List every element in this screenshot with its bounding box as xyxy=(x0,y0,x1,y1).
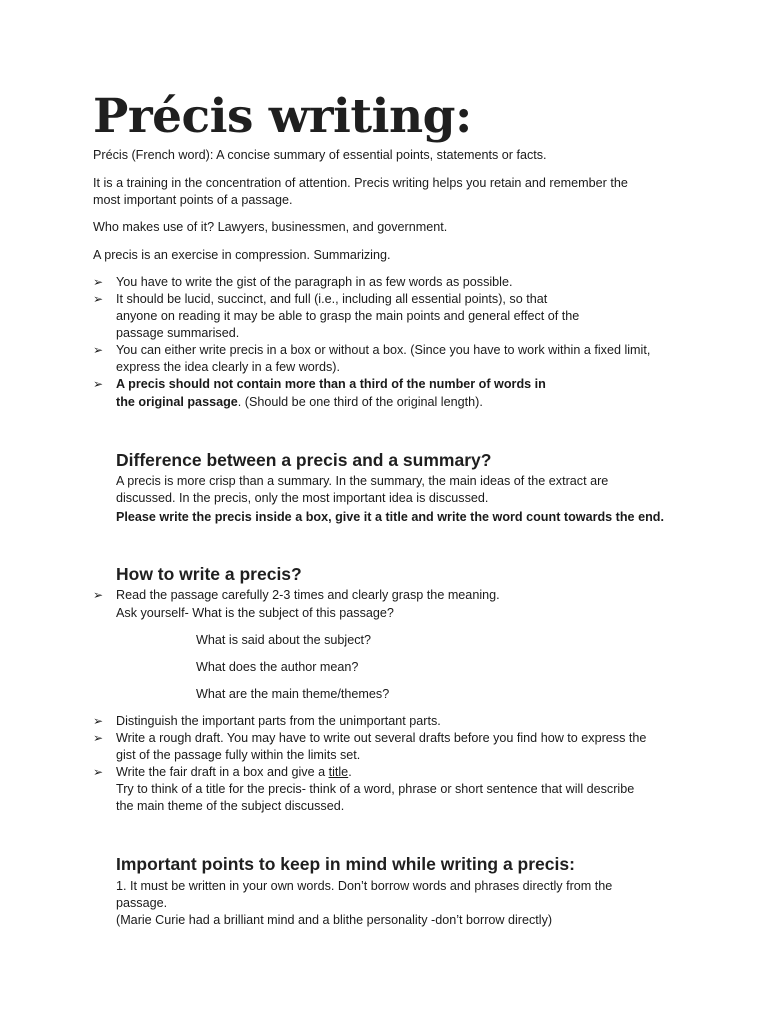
important-points-paragraph xyxy=(116,878,686,929)
arrowhead-bullet-icon: ➢ xyxy=(93,343,104,357)
arrowhead-bullet-icon: ➢ xyxy=(93,588,104,602)
bullet-text: the main theme of the subject discussed. xyxy=(116,799,345,813)
list-item xyxy=(93,291,693,342)
bullet-text: Write the fair draft in a box and give a xyxy=(116,765,329,779)
bullet-text: express the idea clearly in a few words). xyxy=(116,360,340,374)
question-author: What does the author mean? xyxy=(196,660,359,674)
compression-text: A precis is an exercise in compression. Summarizing. xyxy=(93,248,391,262)
list-item xyxy=(93,376,693,411)
bullet-text: gist of the passage fully within the limits set. xyxy=(116,748,361,762)
bullet-text: Read the passage carefully 2-3 times and clearly grasp the meaning. xyxy=(116,588,500,602)
training-line-1: It is a training in the concentration of attention. Precis writing helps you retain and remember the xyxy=(93,176,628,190)
arrowhead-bullet-icon: ➢ xyxy=(93,377,104,391)
bullet-text: Write a rough draft. You may have to write out several drafts before you find how to express the xyxy=(116,731,647,745)
bullet-text: Try to think of a title for the precis- think of a word, phrase or short sentence that will describe xyxy=(116,782,635,796)
difference-heading: Difference between a precis and a summary? xyxy=(116,450,492,470)
training-paragraph xyxy=(93,175,693,209)
list-item xyxy=(93,274,693,291)
list-item xyxy=(93,587,693,622)
bullet-text: Ask yourself- What is the subject of this passage? xyxy=(116,606,394,620)
list-item xyxy=(93,730,693,764)
who-text: Who makes use of it? Lawyers, businessmen, and government. xyxy=(93,220,448,234)
bullet-text: . (Should be one third of the original length). xyxy=(237,395,483,409)
important-line: passage. xyxy=(116,896,168,910)
difference-paragraph xyxy=(116,473,686,526)
bullet-text: Distinguish the important parts from the unimportant parts. xyxy=(116,714,441,728)
page-title: Précis writing: xyxy=(93,89,472,144)
bullet-text-bold: A precis should not contain more than a third of the number of words in xyxy=(116,377,546,391)
arrowhead-bullet-icon: ➢ xyxy=(93,275,104,289)
how-to-list-bottom xyxy=(93,713,693,815)
bullet-text-bold: the original passage xyxy=(116,395,238,409)
difference-instruction: Please write the precis inside a box, give it a title and write the word count towards the end. xyxy=(116,510,664,524)
bullet-text: It should be lucid, succinct, and full (i.e., including all essential points), so that xyxy=(116,292,548,306)
question-theme: What are the main theme/themes? xyxy=(196,687,390,701)
bullet-text: You can either write precis in a box or without a box. (Since you have to work within a fixed limit, xyxy=(116,343,651,357)
difference-line: discussed. In the precis, only the most important idea is discussed. xyxy=(116,491,489,505)
key-points-list xyxy=(93,274,693,411)
bullet-text: You have to write the gist of the paragraph in as few words as possible. xyxy=(116,275,513,289)
list-item xyxy=(93,764,693,815)
bullet-text: passage summarised. xyxy=(116,326,240,340)
important-line: 1. It must be written in your own words. Don’t borrow words and phrases directly from the xyxy=(116,879,613,893)
difference-line: A precis is more crisp than a summary. In the summary, the main ideas of the extract are xyxy=(116,474,609,488)
important-line: (Marie Curie had a brilliant mind and a blithe personality -don’t borrow directly) xyxy=(116,913,553,927)
training-line-2: most important points of a passage. xyxy=(93,193,293,207)
list-item xyxy=(93,713,693,730)
how-to-list-top xyxy=(93,587,693,622)
arrowhead-bullet-icon: ➢ xyxy=(93,765,104,779)
important-points-heading: Important points to keep in mind while writing a precis: xyxy=(116,854,575,874)
bullet-text: anyone on reading it may be able to grasp the main points and general effect of the xyxy=(116,309,580,323)
bullet-text: . xyxy=(348,765,352,779)
question-subject: What is said about the subject? xyxy=(196,633,372,647)
list-item xyxy=(93,342,693,376)
arrowhead-bullet-icon: ➢ xyxy=(93,292,104,306)
arrowhead-bullet-icon: ➢ xyxy=(93,731,104,745)
how-to-heading: How to write a precis? xyxy=(116,564,302,584)
arrowhead-bullet-icon: ➢ xyxy=(93,714,104,728)
title-link[interactable]: title xyxy=(328,765,349,779)
definition-text: Précis (French word): A concise summary of essential points, statements or facts. xyxy=(93,148,547,162)
